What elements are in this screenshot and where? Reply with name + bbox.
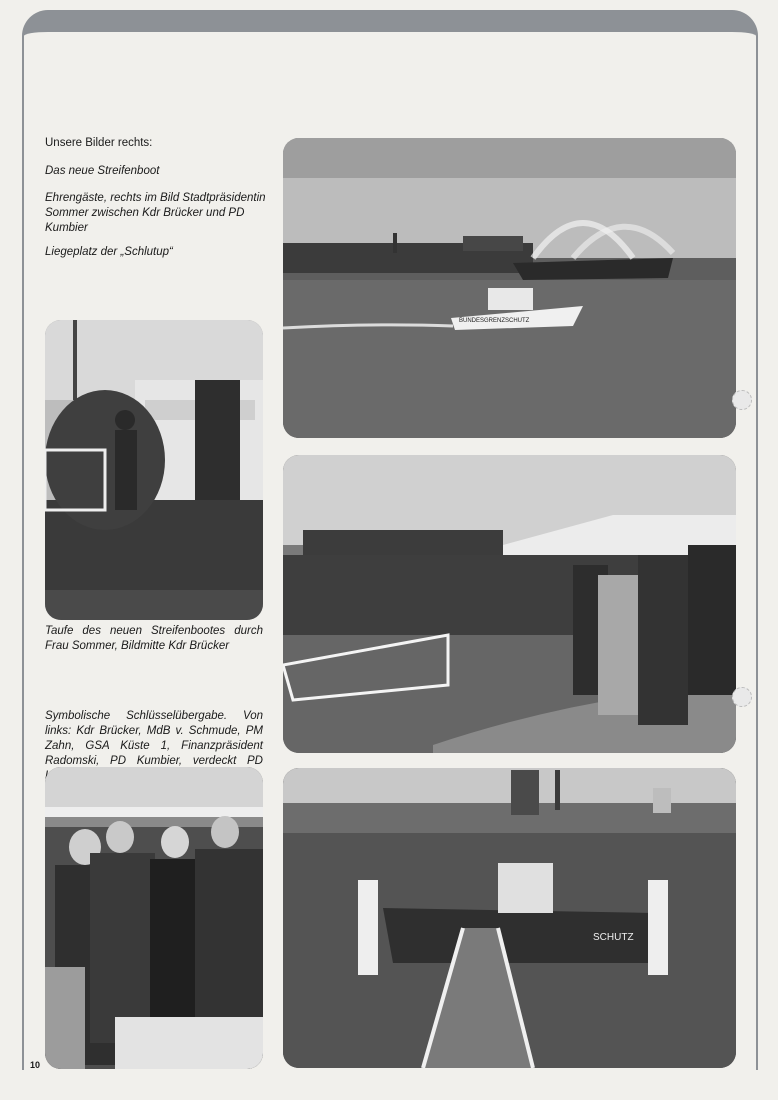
caption-key-handover: Symbolische Schlüsselübergabe. Von links: Kdr Brücker, MdB v. Schmude, PM Zahn, GSA Küste 1, Finanzpräsident Radomski, PD Kumbier, verdeckt PD bbox=[45, 710, 263, 767]
photo-christening bbox=[45, 320, 263, 620]
caption-mooring: Liegeplatz der „Schlutup“ bbox=[45, 246, 173, 258]
photo-honored-guests bbox=[283, 455, 736, 753]
moored-boat-label: SCHUTZ bbox=[593, 932, 634, 943]
photo-schlutup-mooring bbox=[283, 768, 736, 1068]
caption-christening: Taufe des neuen Streifenbootes durch Frau Sommer, Bildmitte Kdr Brücker bbox=[45, 625, 263, 652]
binder-hole-bottom bbox=[732, 687, 752, 707]
intro-heading: Unsere Bilder rechts: bbox=[45, 137, 153, 149]
photo-patrol-boat bbox=[283, 138, 736, 438]
boat-hull-label: BUNDESGRENZSCHUTZ bbox=[459, 318, 530, 324]
page-number: 10 bbox=[30, 1060, 41, 1070]
binder-hole-top bbox=[732, 390, 752, 410]
photo-key-handover bbox=[45, 767, 263, 1069]
caption-patrol-boat: Das neue Streifenboot bbox=[45, 165, 160, 177]
caption-guests: Ehrengäste, rechts im Bild Stadtpräsidentin Sommer zwischen Kdr Brücker und PD Kumbier bbox=[45, 192, 266, 234]
